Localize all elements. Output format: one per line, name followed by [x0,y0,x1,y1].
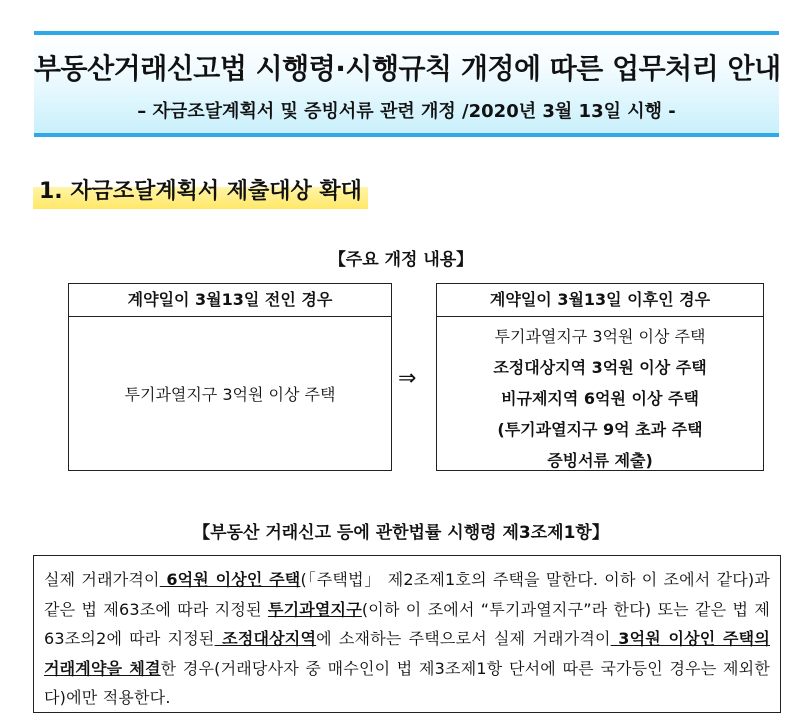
comparison-caption: 【주요 개정 내용】 [328,250,474,270]
after-box-header: 계약일이 3월13일 이후인 경우 [437,284,763,317]
law-text-4: 에 소재하는 주택으로서 실제 거래가격이 [316,629,611,648]
before-box-header: 계약일이 3월13일 전인 경우 [69,284,391,317]
law-emphasis-3: 조정대상지역 [214,629,317,648]
law-text-5: 한 경우(거래당사자 중 매수인이 법 제3조제1항 단서에 따른 국가등인 경우는 제외한다)에만 적용한다. [44,658,770,707]
before-box [68,283,392,471]
after-line-1: 투기과열지구 3억원 이상 주택 [494,327,706,346]
law-caption: 【부동산 거래신고 등에 관한법률 시행령 제3조제1항】 [193,523,609,543]
arrow-icon: ⇒ [398,366,417,391]
after-box [436,283,764,471]
law-text-box [33,555,781,713]
after-line-5: 증빙서류 제출) [547,451,653,470]
after-box-body [437,317,763,476]
before-box-body: 투기과열지구 3억원 이상 주택 [124,384,336,404]
law-emphasis-2: 투기과열지구 [267,599,362,619]
law-text-1: 실제 거래가격이 [44,570,160,589]
after-line-4: (투기과열지구 9억 초과 주택 [497,420,703,439]
law-text-2: (「주택법」 제2조제1호의 주택을 말한다. 이하 이 조에서 같다)과 같은 법 제63조에 따라 지정된 [44,570,770,619]
page-title: 부동산거래신고법 시행령·시행규칙 개정에 따른 업무처리 안내 [34,52,781,85]
law-text-3: (이하 이 조에서 “투기과열지구”라 한다) 또는 같은 법 제63조의2에 따라 지정된 [44,599,770,648]
after-line-3: 비규제지역 6억원 이상 주택 [501,389,699,408]
title-banner [34,31,779,137]
page-subtitle: – 자금조달계획서 및 증빙서류 관련 개정 /2020년 3월 13일 시행 - [137,101,676,122]
section-heading: 1. 자금조달계획서 제출대상 확대 [33,175,368,209]
law-emphasis-4: 3억원 이상인 주택의 거래계약을 체결 [44,629,770,678]
after-line-2: 조정대상지역 3억원 이상 주택 [493,358,707,377]
law-emphasis-1: 6억원 이상인 주택 [159,570,301,589]
